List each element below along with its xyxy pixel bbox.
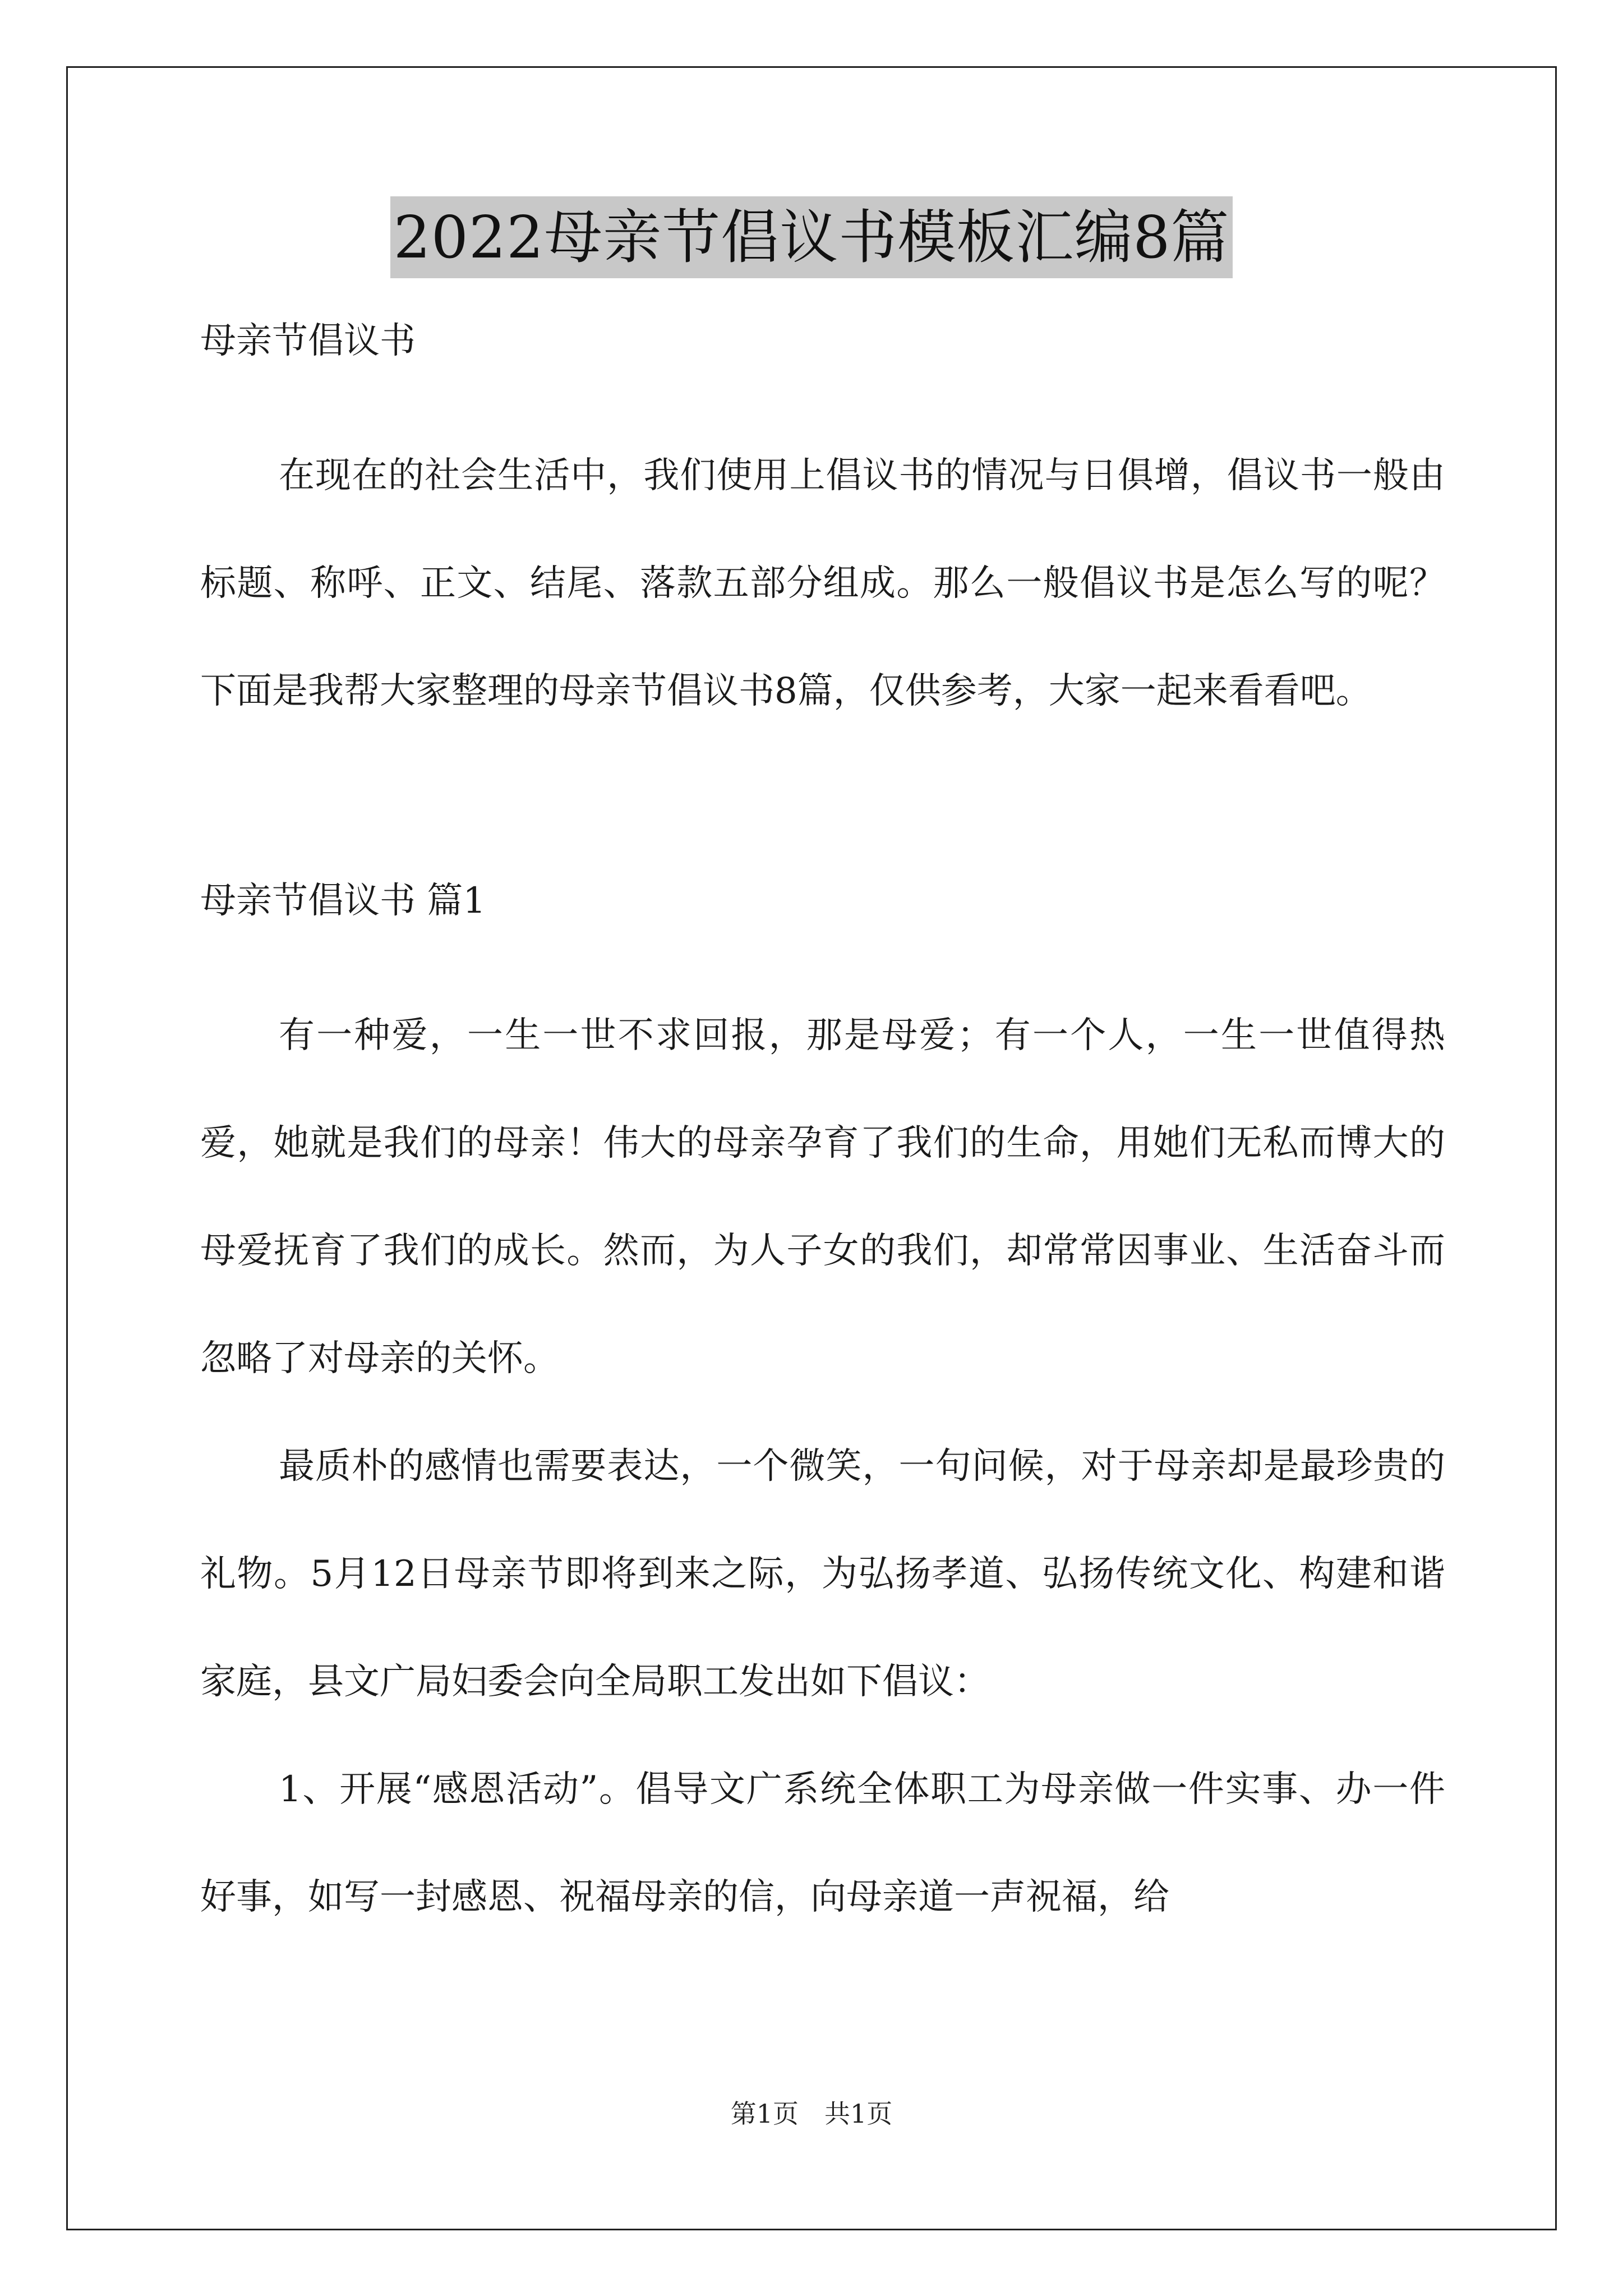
section1-paragraph-2: 最质朴的感情也需要表达，一个微笑，一句问候，对于母亲却是最珍贵的礼物。5月12日母亲节即将到来之际，为弘扬孝道、弘扬传统文化、构建和谐家庭，县文广局妇委会向全局职工发出如下倡议： <box>200 1446 1445 1703</box>
section1-paragraph-1: 有一种爱，一生一世不求回报，那是母爱；有一个人，一生一世值得热爱，她就是我们的母亲！伟大的母亲孕育了我们的生命，用她们无私而博大的母爱抚育了我们的成长。然而，为人子女的我们，却常常因事业、生活奋斗而忽略了对母亲的关怀。 <box>200 1015 1445 1379</box>
section1-paragraph-3: 1、开展“感恩活动”。倡导文广系统全体职工为母亲做一件实事、办一件好事，如写一封感恩、祝福母亲的信，向母亲道一声祝福，给 <box>200 1769 1445 1918</box>
page-footer: 第1页 共1页 <box>730 2099 893 2129</box>
spacer <box>200 745 1445 874</box>
document-body <box>200 314 1445 1951</box>
spacer <box>200 368 1445 422</box>
spacer <box>200 928 1445 982</box>
document-title: 2022母亲节倡议书模板汇编8篇 <box>390 196 1233 278</box>
section1-heading: 母亲节倡议书 篇1 <box>200 880 486 922</box>
intro-paragraph: 在现在的社会生活中，我们使用上倡议书的情况与日俱增，倡议书一般由标题、称呼、正文、结尾、落款五部分组成。那么一般倡议书是怎么写的呢？下面是我帮大家整理的母亲节倡议书8篇，仅供参考，大家一起来看看吧。 <box>200 455 1445 712</box>
title-wrap <box>0 196 1623 278</box>
intro-heading: 母亲节倡议书 <box>200 320 416 362</box>
